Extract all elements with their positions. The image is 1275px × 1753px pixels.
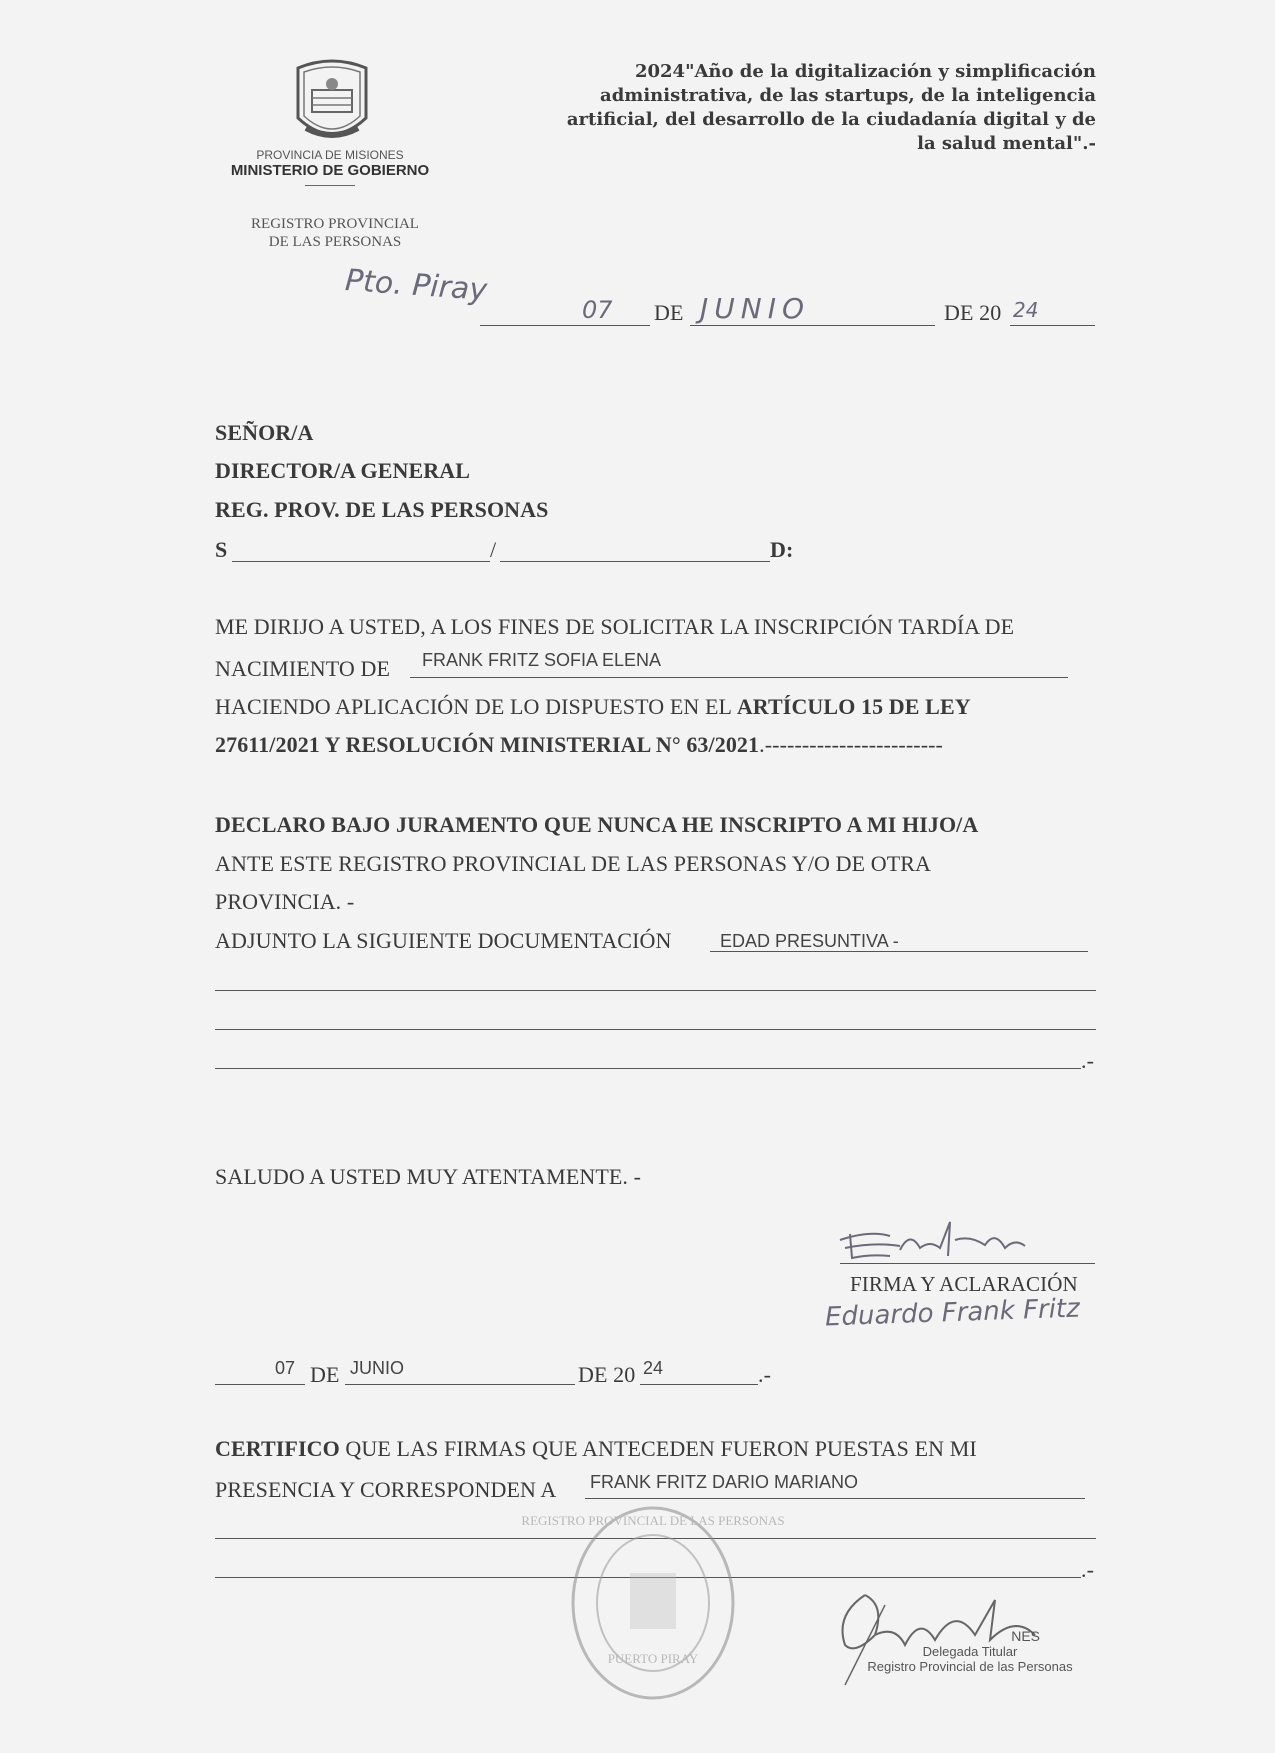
law-resolution: 27611/2021 Y RESOLUCIÓN MINISTERIAL N° 63/2021 (215, 732, 760, 757)
handwritten-place: Pto. Piray (343, 263, 489, 308)
attachment-label: ADJUNTO LA SIGUIENTE DOCUMENTACIÓN (215, 928, 672, 953)
greeting: SALUDO A USTED MUY ATENTAMENTE. - (215, 1164, 642, 1189)
second-day-line (215, 1384, 305, 1385)
attachment-blank-2 (215, 1029, 1096, 1030)
date-de-label: DE (654, 300, 684, 325)
stamp-inner-text: PUERTO PIRAY (607, 1651, 699, 1666)
date-year-prefix: DE 20 (944, 300, 1002, 325)
place-day-line (480, 325, 650, 326)
handwritten-signer-name: Eduardo Frank Fritz (824, 1293, 1081, 1333)
attachment-value: EDAD PRESUNTIVA - (720, 931, 899, 951)
certification-line-2-label: PRESENCIA Y CORRESPONDEN A (215, 1477, 557, 1502)
header-divider (305, 185, 355, 186)
request-line-4 (215, 732, 943, 758)
provincial-seal-icon (288, 58, 376, 148)
second-year-line (640, 1384, 758, 1385)
certification-line-1 (215, 1436, 977, 1462)
handwritten-year: 24 (1013, 298, 1039, 322)
certified-person-line (585, 1498, 1085, 1499)
registry-line-2: DE LAS PERSONAS (268, 234, 402, 250)
attachment-blank-1 (215, 990, 1096, 991)
addressee-slash: / (490, 537, 497, 562)
request-line-3-text: HACIENDO APLICACIÓN DE LO DISPUESTO EN EL (215, 694, 737, 719)
official-office: Registro Provincial de las Personas (867, 1659, 1073, 1674)
signature-image (830, 1210, 1050, 1270)
signature-line (840, 1263, 1095, 1264)
handwritten-month: JUNIO (700, 292, 810, 325)
addressee-s: S (215, 537, 228, 562)
law-article: ARTÍCULO 15 DE LEY (736, 694, 971, 719)
second-date-end-mark: .- (758, 1362, 772, 1387)
second-month-value: JUNIO (350, 1358, 404, 1378)
registry-label (230, 215, 440, 251)
ministry-label: MINISTERIO DE GOBIERNO (230, 162, 430, 179)
attachment-blank-3 (215, 1068, 1081, 1069)
signature-label: FIRMA Y ACLARACIÓN (850, 1272, 1078, 1296)
addressee-d: D: (770, 537, 794, 562)
second-year-value: 24 (643, 1358, 664, 1378)
province-label: PROVINCIA DE MISIONES (256, 148, 404, 162)
official-name-fragment: NES (1011, 1628, 1040, 1644)
child-name-value: FRANK FRITZ SOFIA ELENA (422, 650, 662, 670)
declaration-line-3: PROVINCIA. - (215, 889, 355, 914)
year-line (1010, 325, 1095, 326)
certified-person-value: FRANK FRITZ DARIO MARIANO (590, 1472, 859, 1492)
second-month-line (345, 1384, 575, 1385)
attachment-end-mark: .- (1081, 1048, 1095, 1073)
addressee-line-3: REG. PROV. DE LAS PERSONAS (215, 497, 549, 522)
month-line (690, 325, 935, 326)
request-line-3 (215, 694, 971, 720)
addressee-line-2: DIRECTOR/A GENERAL (215, 458, 471, 483)
round-stamp-icon (521, 1503, 785, 1703)
addressee-blank-1 (232, 561, 490, 562)
second-day-value: 07 (275, 1358, 296, 1378)
stamp-outer-text: REGISTRO PROVINCIAL DE LAS PERSONAS (521, 1513, 785, 1528)
declaration-line-1: DECLARO BAJO JURAMENTO QUE NUNCA HE INSCRIPTO A MI HIJO/A (215, 812, 979, 837)
year-slogan: 2024"Año de la digitalización y simplificación administrativa, de las startups, de la inteligencia artificial, del desarrollo de la ciudadanía digital y de la salud mental".- (566, 61, 1096, 154)
ministry-header (210, 148, 450, 186)
request-line-1: ME DIRIJO A USTED, A LOS FINES DE SOLICITAR LA INSCRIPCIÓN TARDÍA DE (215, 614, 1015, 639)
addressee-blank-2 (500, 561, 770, 562)
second-year-prefix: DE 20 (578, 1362, 636, 1387)
registry-line-1: REGISTRO PROVINCIAL (251, 216, 419, 232)
certification-line-1-text: QUE LAS FIRMAS QUE ANTECEDEN FUERON PUESTAS EN MI (339, 1436, 977, 1461)
addressee-line-1: SEÑOR/A (215, 420, 314, 445)
handwritten-day: 07 (582, 296, 613, 324)
certification-end-mark: .- (1081, 1557, 1095, 1582)
request-line-4-dashes: .------------------------ (759, 732, 943, 757)
child-name-line (410, 677, 1068, 678)
declaration-line-2: ANTE ESTE REGISTRO PROVINCIAL DE LAS PERSONAS Y/O DE OTRA (215, 851, 932, 876)
second-date-de-label: DE (310, 1362, 340, 1387)
delegate-stamp (860, 1628, 1080, 1674)
official-title: Delegada Titular (922, 1644, 1018, 1659)
request-birth-label: NACIMIENTO DE (215, 656, 391, 681)
certifico-word: CERTIFICO (215, 1436, 340, 1461)
